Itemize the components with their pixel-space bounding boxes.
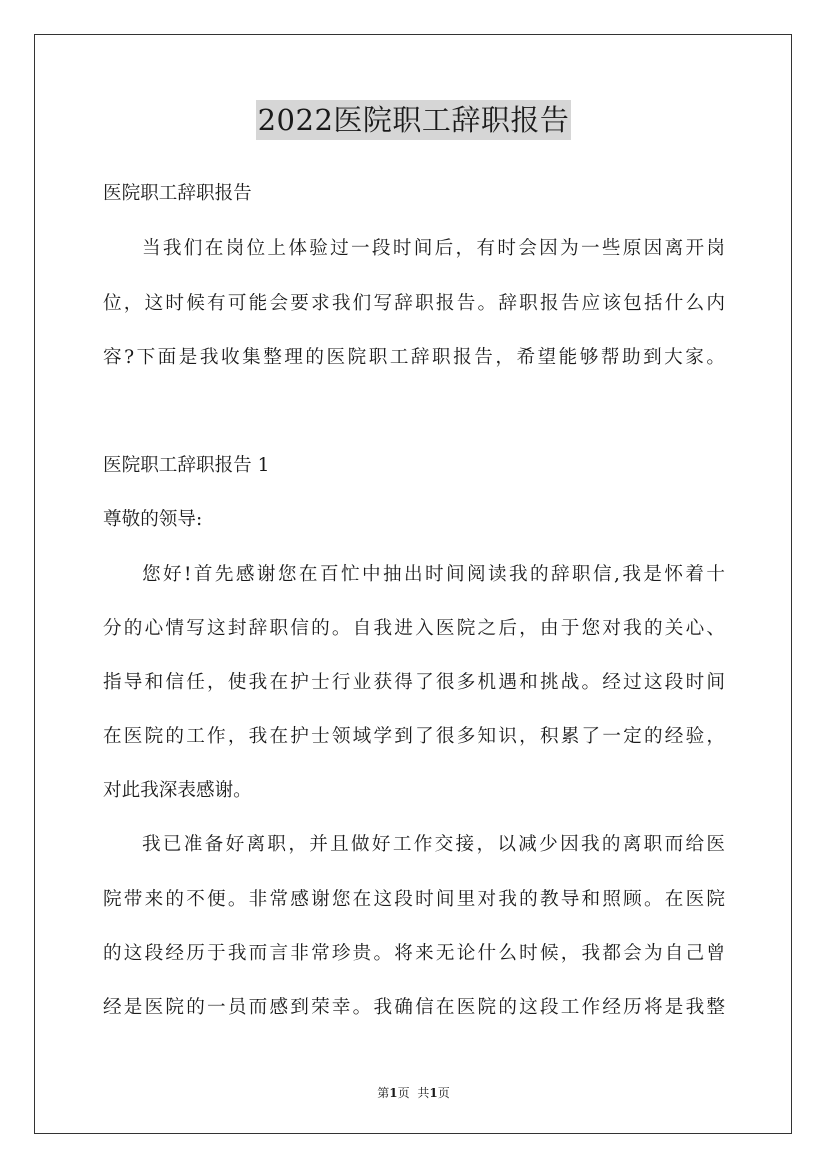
title-container — [0, 100, 827, 140]
intro-line-3: 容?下面是我收集整理的医院职工辞职报告，希望能够帮助到大家。 — [103, 347, 725, 368]
para1-line-3: 指导和信任，使我在护士行业获得了很多机遇和挑战。经过这段时间 — [103, 672, 725, 693]
para1-line-2: 分的心情写这封辞职信的。自我进入医院之后，由于您对我的关心、 — [103, 618, 725, 639]
para2-line-3: 的这段经历于我而言非常珍贵。将来无论什么时候，我都会为自己曾 — [103, 943, 725, 964]
para1-line-1: 您好!首先感谢您在百忙中抽出时间阅读我的辞职信,我是怀着十 — [142, 564, 725, 585]
total-prefix: 共 — [417, 1086, 430, 1100]
intro-line-2: 位，这时候有可能会要求我们写辞职报告。辞职报告应该包括什么内 — [103, 293, 725, 314]
page-prefix: 第 — [377, 1086, 390, 1100]
para2-line-4: 经是医院的一员而感到荣幸。我确信在医院的这段工作经历将是我整 — [103, 997, 725, 1018]
salutation: 尊敬的领导: — [103, 509, 203, 530]
para1-line-5: 对此我深表感谢。 — [103, 780, 252, 801]
para2-line-2: 院带来的不便。非常感谢您在这段时间里对我的教导和照顾。在医院 — [103, 889, 725, 910]
document-title: 2022医院职工辞职报告 — [256, 100, 572, 140]
section-title: 医院职工辞职报告 1 — [103, 455, 270, 476]
page-suffix: 页 — [397, 1086, 410, 1100]
total-pages: 1 — [429, 1086, 438, 1100]
page-number: 1 — [389, 1086, 398, 1100]
total-suffix: 页 — [437, 1086, 450, 1100]
subheading: 医院职工辞职报告 — [103, 183, 252, 204]
para2-line-1: 我已准备好离职，并且做好工作交接，以减少因我的离职而给医 — [142, 834, 725, 855]
page-footer — [0, 1085, 827, 1101]
para1-line-4: 在医院的工作，我在护士领域学到了很多知识，积累了一定的经验， — [103, 726, 725, 747]
intro-line-1: 当我们在岗位上体验过一段时间后，有时会因为一些原因离开岗 — [142, 238, 725, 259]
